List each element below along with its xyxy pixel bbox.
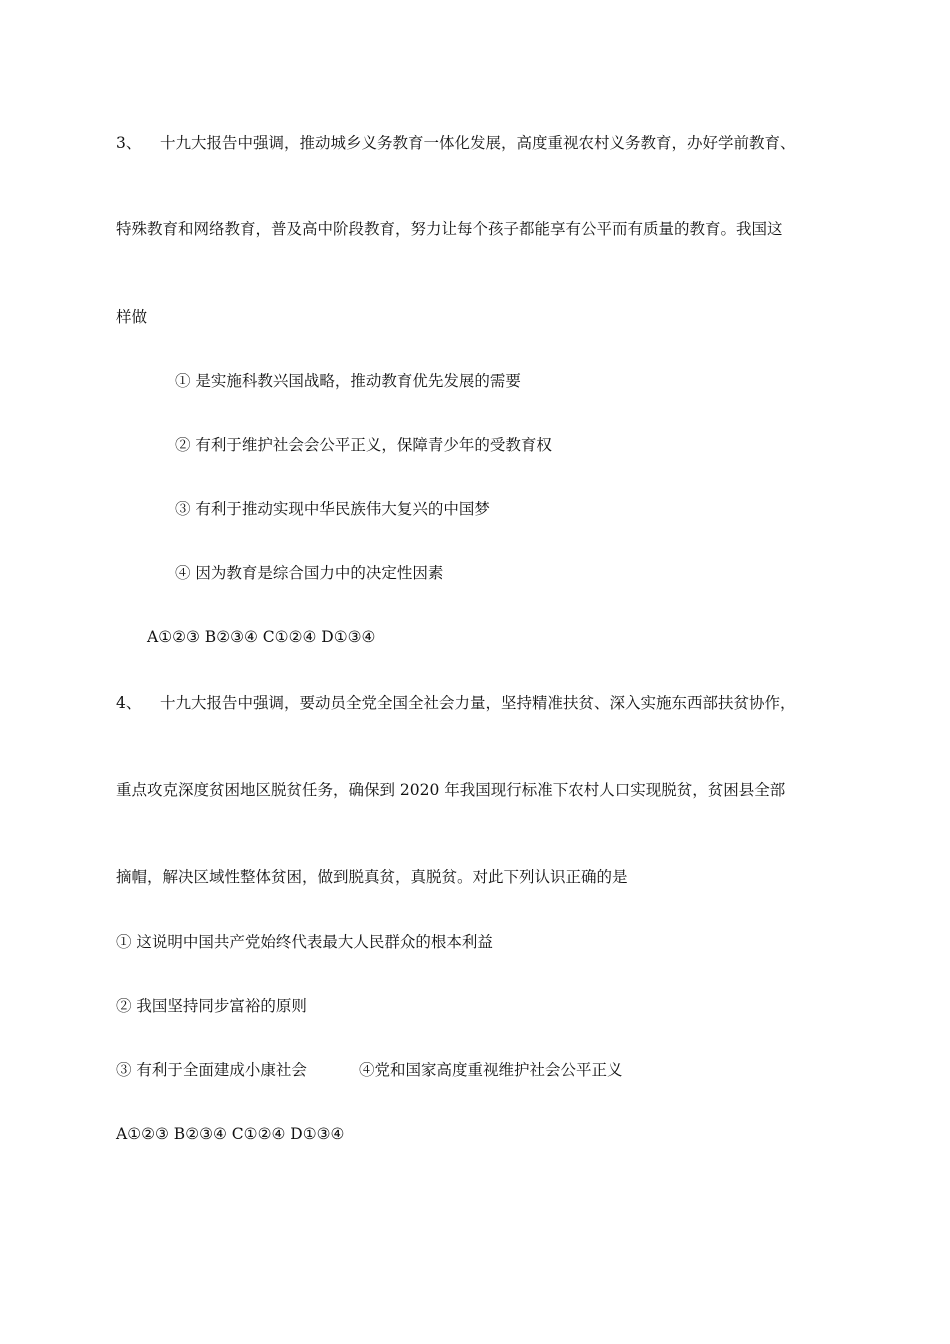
q4-option-3: ③ 有利于全面建成小康社会 bbox=[116, 1061, 307, 1079]
q3-text-1: 十九大报告中强调，推动城乡义务教育一体化发展，高度重视农村义务教育，办好学前教育、 bbox=[160, 134, 796, 152]
q4-option-4: ④党和国家高度重视维护社会公平正义 bbox=[358, 1061, 623, 1079]
q4-answers: A①②③ B②③④ C①②④ D①③④ bbox=[116, 1125, 345, 1143]
q3-option-4: ④ 因为教育是综合国力中的决定性因素 bbox=[175, 564, 444, 582]
q4-option-row bbox=[116, 1060, 622, 1080]
q4-line-1 bbox=[116, 693, 796, 713]
q3-option-1: ① 是实施科教兴国战略，推动教育优先发展的需要 bbox=[175, 372, 521, 390]
q3-line-3: 样做 bbox=[116, 308, 148, 326]
q4-text-1: 十九大报告中强调，要动员全党全国全社会力量，坚持精准扶贫、深入实施东西部扶贫协作， bbox=[160, 694, 796, 712]
q3-answers: A①②③ B②③④ C①②④ D①③④ bbox=[147, 628, 376, 646]
q3-line-1 bbox=[116, 133, 796, 153]
q3-line-2: 特殊教育和网络教育，普及高中阶段教育，努力让每个孩子都能享有公平而有质量的教育。我国这 bbox=[116, 220, 783, 238]
q3-number: 3、 bbox=[116, 134, 142, 152]
q4-option-2: ② 我国坚持同步富裕的原则 bbox=[116, 997, 307, 1015]
q3-option-3: ③ 有利于推动实现中华民族伟大复兴的中国梦 bbox=[175, 500, 490, 518]
q4-number: 4、 bbox=[116, 694, 142, 712]
q4-line-3: 摘帽，解决区域性整体贫困，做到脱真贫，真脱贫。对此下列认识正确的是 bbox=[116, 868, 628, 886]
q4-line-2: 重点攻克深度贫困地区脱贫任务，确保到 2020 年我国现行标准下农村人口实现脱贫，贫困县全部 bbox=[116, 781, 786, 799]
q4-option-1: ① 这说明中国共产党始终代表最大人民群众的根本利益 bbox=[116, 933, 493, 951]
q3-option-2: ② 有利于维护社会会公平正义，保障青少年的受教育权 bbox=[175, 436, 552, 454]
